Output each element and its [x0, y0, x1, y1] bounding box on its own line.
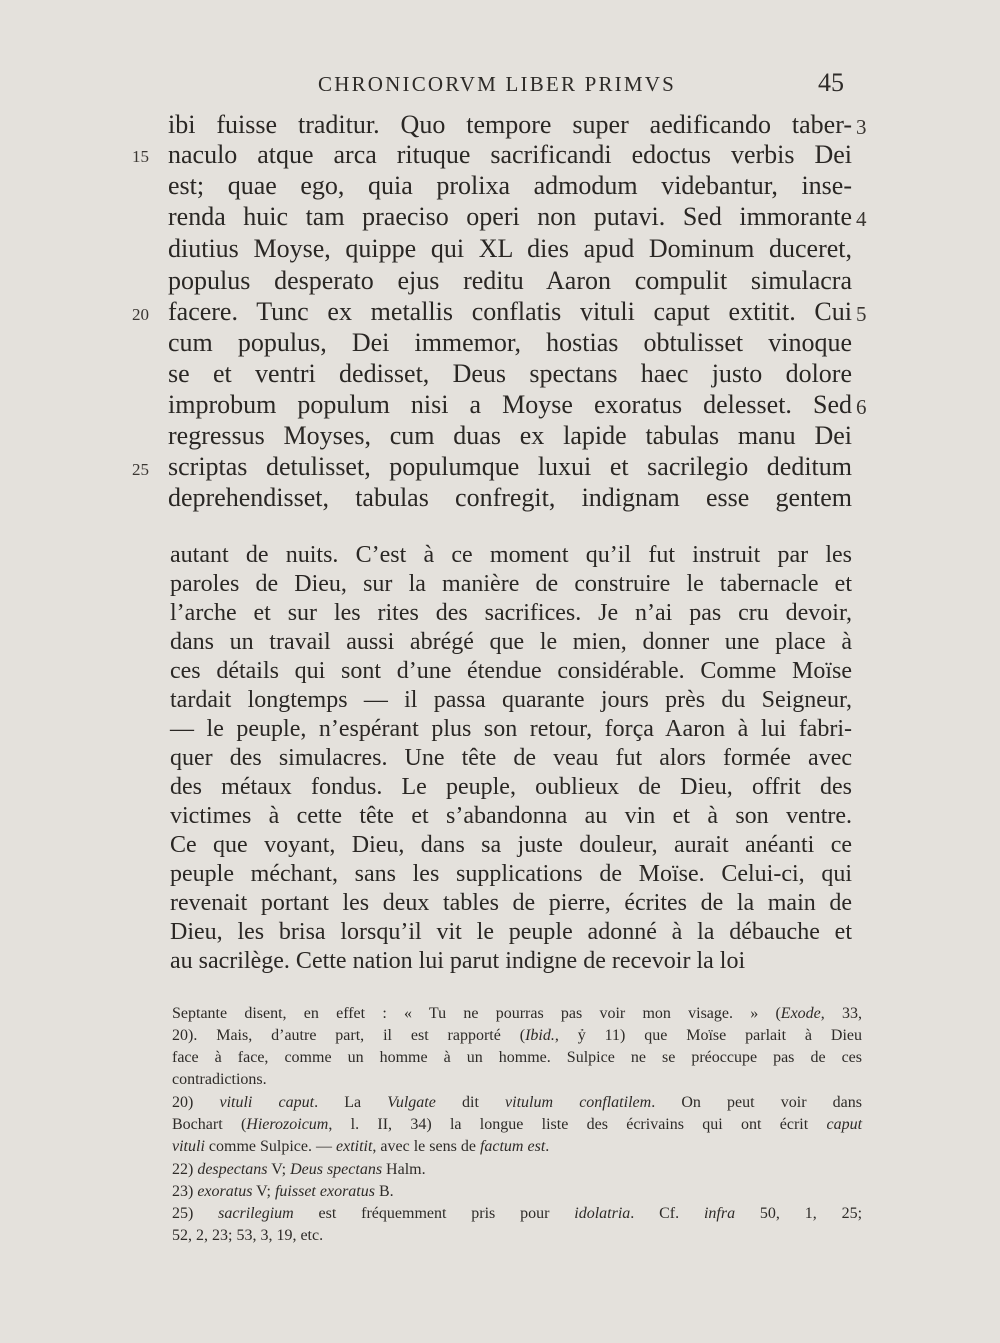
line-number: 15: [132, 147, 149, 166]
latin-line: facere. Tunc ex metallis conflatis vituli caput extitit. Cui: [168, 297, 852, 326]
translation-line: Ce que voyant, Dieu, dans sa juste douleur, aurait anéanti ce: [170, 832, 852, 858]
latin-line: diutius Moyse, quippe qui XL dies apud Dominum duceret,: [168, 234, 852, 263]
section-marker: 6: [856, 395, 867, 419]
running-title: CHRONICORVM LIBER PRIMVS: [318, 72, 676, 96]
footnote-22: 22) despectans V; Deus spectans Halm.: [172, 1161, 426, 1178]
footnote-20: 20) vituli caput. La Vulgate dit vitulum conflatilem. On peut voir dans: [172, 1094, 863, 1111]
latin-line: populus desperato ejus reditu Aaron compulit simulacra: [168, 266, 852, 295]
translation-line: revenait portant les deux tables de pierre, écrites de la main de: [170, 890, 852, 916]
translation-line: victimes à cette tête et s’abandonna au vin et à son ventre.: [170, 803, 852, 829]
section-marker: 5: [856, 302, 867, 326]
footnote-25: 25) sacrilegium est fréquemment pris pour idolatria. Cf. infra 50, 1, 25;: [172, 1205, 863, 1222]
page-number: 45: [818, 68, 844, 97]
latin-line: se et ventri dedisset, Deus spectans haec justo dolore: [168, 359, 852, 388]
section-marker: 4: [856, 207, 867, 231]
footnote-line: Bochart (Hierozoicum, l. II, 34) la longue liste des écrivains qui ont écrit caput: [172, 1116, 863, 1133]
line-number: 25: [132, 460, 149, 479]
translation-line: au sacrilège. Cette nation lui parut indigne de recevoir la loi: [170, 948, 746, 974]
latin-line: renda huic tam praeciso operi non putavi. Sed immorante: [168, 202, 852, 231]
footnote-23: 23) exoratus V; fuisset exoratus B.: [172, 1183, 394, 1200]
footnote-line: Septante disent, en effet : « Tu ne pourras pas voir mon visage. » (Exode, 33,: [172, 1005, 863, 1022]
page-header: [0, 68, 1000, 102]
translation-line: peuple méchant, sans les supplications de Moïse. Celui-ci, qui: [170, 861, 852, 887]
translation-line: tardait longtemps — il passa quarante jours près du Seigneur,: [170, 687, 852, 713]
footnote-line: 52, 2, 23; 53, 3, 19, etc.: [172, 1227, 324, 1244]
latin-line: improbum populum nisi a Moyse exoratus delesset. Sed: [168, 390, 852, 419]
line-number: 20: [132, 305, 149, 324]
latin-line: ibi fuisse traditur. Quo tempore super aedificando taber-: [168, 110, 852, 139]
latin-line: regressus Moyses, cum duas ex lapide tabulas manu Dei: [168, 421, 852, 450]
translation-line: autant de nuits. C’est à ce moment qu’il fut instruit par les: [170, 542, 852, 568]
latin-line: scriptas detulisset, populumque luxui et sacrilegio deditum: [168, 452, 852, 481]
latin-line: deprehendisset, tabulas confregit, indignam esse gentem: [168, 483, 852, 512]
translation-line: des métaux fondus. Le peuple, oublieux de Dieu, offrit des: [170, 774, 852, 800]
footnote-line: 20). Mais, d’autre part, il est rapporté (Ibid., ỷ 11) que Moïse parlait à Dieu: [172, 1027, 863, 1044]
latin-line: est; quae ego, quia prolixa admodum videbantur, inse-: [168, 171, 852, 200]
translation-line: ces détails qui sont d’une étendue considérable. Comme Moïse: [170, 658, 852, 684]
translation-line: paroles de Dieu, sur la manière de construire le tabernacle et: [170, 571, 852, 597]
translation-line: quer des simulacres. Une tête de veau fut alors formée avec: [170, 745, 852, 771]
translation-line: dans un travail aussi abrégé que le mien, donner une place à: [170, 629, 852, 655]
footnote-line: contradictions.: [172, 1071, 267, 1088]
translation-line: Dieu, les brisa lorsqu’il vit le peuple adonné à la débauche et: [170, 919, 852, 945]
translation-line: l’arche et sur les rites des sacrifices. Je n’ai pas cru devoir,: [170, 600, 852, 626]
latin-line: naculo atque arca rituque sacrificandi edoctus verbis Dei: [168, 140, 852, 169]
translation-line: — le peuple, n’espérant plus son retour, força Aaron à lui fabri-: [170, 716, 852, 742]
footnote-line: vituli comme Sulpice. — extitit, avec le sens de factum est.: [172, 1138, 550, 1155]
latin-line: cum populus, Dei immemor, hostias obtulisset vinoque: [168, 328, 852, 357]
footnote-line: face à face, comme un homme à un homme. Sulpice ne se préoccupe pas de ces: [172, 1049, 862, 1066]
section-marker: 3: [856, 115, 867, 139]
